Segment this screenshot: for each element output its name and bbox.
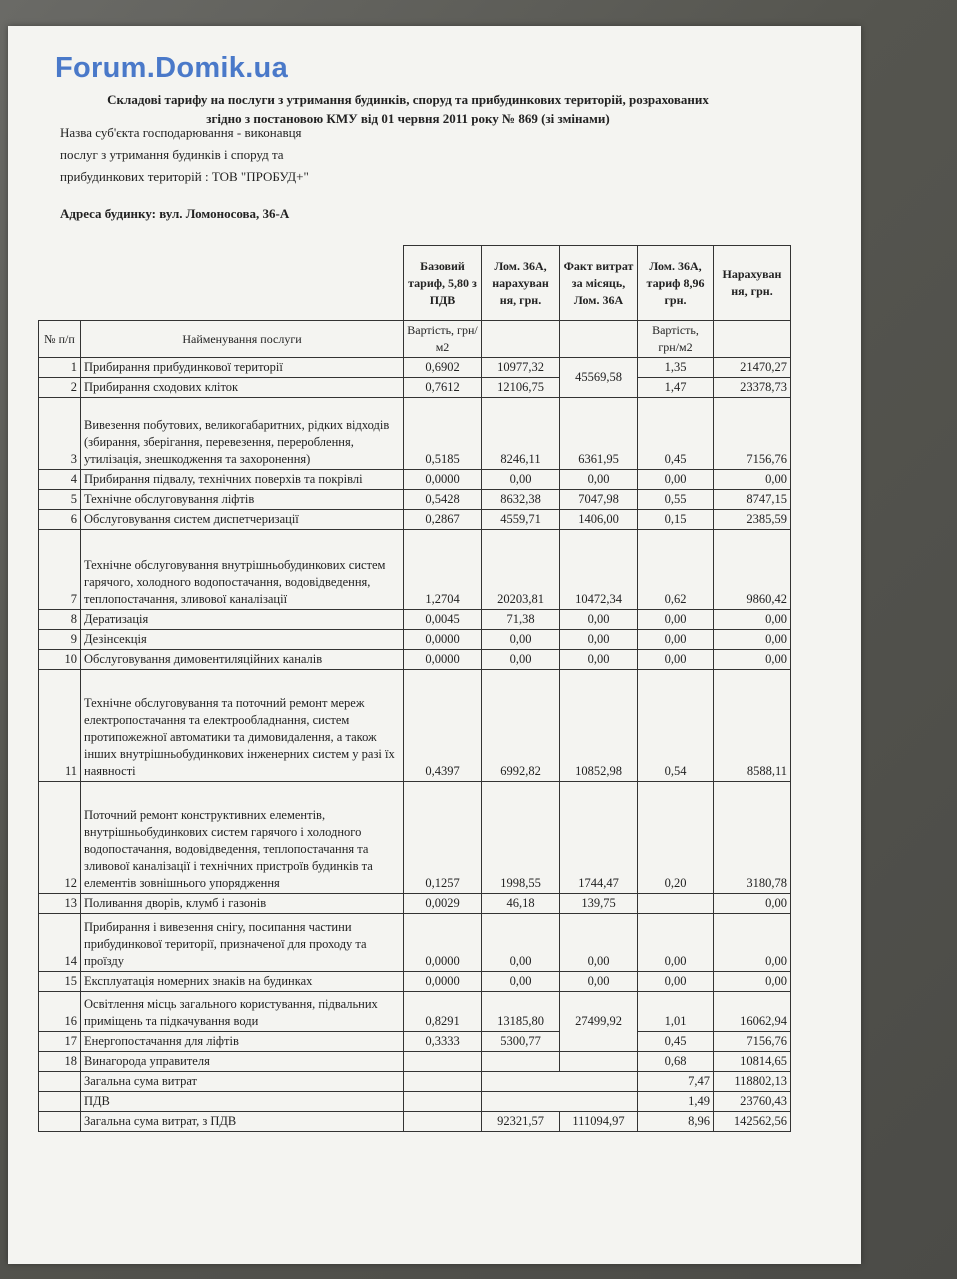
accrued-cell: 12106,75 [482, 378, 560, 398]
header-tariff-896: Лом. 36А, тариф 8,96 грн. [638, 246, 714, 321]
summary-accrued: 118802,13 [714, 1072, 791, 1092]
accrued-2-cell: 9860,42 [714, 530, 791, 610]
summary-tariff: 1,49 [638, 1092, 714, 1112]
row-number: 4 [39, 470, 81, 490]
summary-accrued: 23760,43 [714, 1092, 791, 1112]
accrued-2-cell: 0,00 [714, 650, 791, 670]
service-name: Поточний ремонт конструктивних елементів, внутрішньобудинкових систем гарячого і холодного водопостачання, водовідведення, теплопостачання та зливової каналізації і технічних пристроїв будинків та елементів зовнішнього упорядження [81, 782, 404, 894]
base-tariff-cell: 1,2704 [404, 530, 482, 610]
header-row [39, 246, 791, 321]
fact-cell: 1406,00 [560, 510, 638, 530]
accrued-2-cell: 0,00 [714, 894, 791, 914]
service-name: Дезінсекція [81, 630, 404, 650]
accrued-2-cell: 21470,27 [714, 358, 791, 378]
base-tariff-cell: 0,0000 [404, 470, 482, 490]
header-cost-1: Вартість, грн/м2 [404, 321, 482, 358]
service-name: Прибирання прибудинкової території [81, 358, 404, 378]
table-row [39, 1032, 791, 1052]
table-row [39, 782, 791, 894]
accrued-cell: 71,38 [482, 610, 560, 630]
table-row [39, 630, 791, 650]
fact-cell: 27499,92 [560, 992, 638, 1052]
watermark-logo: Forum.Domik.ua [55, 52, 288, 84]
total-row [39, 1072, 791, 1092]
title-line-2: згідно з постановою КМУ від 01 червня 2011 року № 869 (зі змінами) [206, 111, 610, 126]
accrued-cell: 0,00 [482, 972, 560, 992]
row-number: 12 [39, 782, 81, 894]
accrued-cell: 20203,81 [482, 530, 560, 610]
executor-line-1: Назва суб'єкта господарювання - виконавця [60, 125, 302, 140]
summary-label: Загальна сума витрат [81, 1072, 404, 1092]
accrued-2-cell: 8747,15 [714, 490, 791, 510]
title-line-1: Складові тарифу на послуги з утримання будинків, споруд та прибудинкових територій, розрахованих [107, 92, 709, 107]
tariff-cell: 0,68 [638, 1052, 714, 1072]
header-fact: Факт витрат за місяць, Лом. 36А [560, 246, 638, 321]
table-row [39, 530, 791, 610]
base-tariff-cell: 0,0000 [404, 914, 482, 972]
tariff-cell: 0,45 [638, 398, 714, 470]
executor-info [60, 122, 309, 188]
accrued-cell: 8632,38 [482, 490, 560, 510]
tariff-cell: 0,15 [638, 510, 714, 530]
accrued-cell: 0,00 [482, 650, 560, 670]
accrued-2-cell: 7156,76 [714, 398, 791, 470]
row-number: 7 [39, 530, 81, 610]
summary-acc: 92321,57 [482, 1112, 560, 1132]
row-number: 15 [39, 972, 81, 992]
fact-cell: 0,00 [560, 470, 638, 490]
service-name: Технічне обслуговування ліфтів [81, 490, 404, 510]
tariff-cell: 1,47 [638, 378, 714, 398]
service-name: Обслуговування систем диспетчеризації [81, 510, 404, 530]
table-row [39, 1052, 791, 1072]
base-tariff-cell: 0,6902 [404, 358, 482, 378]
accrued-2-cell: 10814,65 [714, 1052, 791, 1072]
row-number: 2 [39, 378, 81, 398]
row-number: 10 [39, 650, 81, 670]
table-row [39, 610, 791, 630]
summary-tariff: 8,96 [638, 1112, 714, 1132]
accrued-cell: 4559,71 [482, 510, 560, 530]
header-base-tariff: Базовий тариф, 5,80 з ПДВ [404, 246, 482, 321]
fact-cell: 10472,34 [560, 530, 638, 610]
table-row [39, 650, 791, 670]
row-number: 8 [39, 610, 81, 630]
tariff-table [38, 245, 791, 1132]
row-number: 1 [39, 358, 81, 378]
accrued-cell: 5300,77 [482, 1032, 560, 1052]
table-row [39, 378, 791, 398]
row-number: 3 [39, 398, 81, 470]
accrued-cell: 0,00 [482, 914, 560, 972]
tariff-cell: 0,00 [638, 630, 714, 650]
base-tariff-cell: 0,0000 [404, 972, 482, 992]
building-address: Адреса будинку: вул. Ломоносова, 36-А [60, 206, 290, 221]
summary-label: ПДВ [81, 1092, 404, 1112]
fact-cell: 0,00 [560, 972, 638, 992]
executor-line-3: прибудинкових територій : ТОВ "ПРОБУД+" [60, 169, 309, 184]
fact-cell: 0,00 [560, 650, 638, 670]
service-name: Прибирання і вивезення снігу, посипання частини прибудинкової території, призначеної для проходу та проїзду [81, 914, 404, 972]
table-row [39, 972, 791, 992]
executor-line-2: послуг з утримання будинків і споруд та [60, 147, 284, 162]
accrued-2-cell: 16062,94 [714, 992, 791, 1032]
header-accrued-2: Нарахуван ня, грн. [714, 246, 791, 321]
base-tariff-cell: 0,4397 [404, 670, 482, 782]
tariff-cell: 0,54 [638, 670, 714, 782]
total-vat-row [39, 1112, 791, 1132]
accrued-cell: 46,18 [482, 894, 560, 914]
accrued-2-cell: 7156,76 [714, 1032, 791, 1052]
fact-cell: 45569,58 [560, 358, 638, 398]
table-row [39, 894, 791, 914]
fact-cell: 10852,98 [560, 670, 638, 782]
table-row [39, 398, 791, 470]
table-row [39, 490, 791, 510]
base-tariff-cell: 0,0029 [404, 894, 482, 914]
accrued-2-cell: 0,00 [714, 470, 791, 490]
service-name: Технічне обслуговування внутрішньобудинкових систем гарячого, холодного водопостачання, водовідведення, теплопостачання, зливової каналізації [81, 530, 404, 610]
tariff-cell: 0,00 [638, 914, 714, 972]
tariff-cell: 1,35 [638, 358, 714, 378]
summary-fact: 111094,97 [560, 1112, 638, 1132]
base-tariff-cell: 0,5428 [404, 490, 482, 510]
fact-cell: 139,75 [560, 894, 638, 914]
service-name: Дератизація [81, 610, 404, 630]
accrued-cell: 1998,55 [482, 782, 560, 894]
base-tariff-cell: 0,3333 [404, 1032, 482, 1052]
base-tariff-cell [404, 1052, 482, 1072]
tariff-cell: 0,00 [638, 972, 714, 992]
row-number: 13 [39, 894, 81, 914]
base-tariff-cell: 0,0000 [404, 650, 482, 670]
tariff-cell: 0,62 [638, 530, 714, 610]
table-row [39, 470, 791, 490]
accrued-2-cell: 2385,59 [714, 510, 791, 530]
accrued-cell [482, 1052, 560, 1072]
fact-cell: 7047,98 [560, 490, 638, 510]
accrued-2-cell: 0,00 [714, 972, 791, 992]
row-number: 9 [39, 630, 81, 650]
row-number: 5 [39, 490, 81, 510]
service-name: Вивезення побутових, великогабаритних, рідких відходів (збирання, зберігання, перевезення, перероблення, утилізація, знешкодження та захоронення) [81, 398, 404, 470]
service-name: Поливання дворів, клумб і газонів [81, 894, 404, 914]
tariff-cell: 0,00 [638, 470, 714, 490]
fact-cell: 1744,47 [560, 782, 638, 894]
table-row [39, 992, 791, 1032]
service-name: Прибирання сходових кліток [81, 378, 404, 398]
service-name: Технічне обслуговування та поточний ремонт мереж електропостачання та електрообладнання, систем протипожежної автоматики та димовидалення, а також інших внутрішньобудинкових інженерних систем у разі їх наявності [81, 670, 404, 782]
row-number: 17 [39, 1032, 81, 1052]
summary-tariff: 7,47 [638, 1072, 714, 1092]
accrued-2-cell: 23378,73 [714, 378, 791, 398]
base-tariff-cell: 0,2867 [404, 510, 482, 530]
summary-accrued: 142562,56 [714, 1112, 791, 1132]
base-tariff-cell: 0,8291 [404, 992, 482, 1032]
fact-cell: 6361,95 [560, 398, 638, 470]
accrued-2-cell: 0,00 [714, 914, 791, 972]
table-row [39, 670, 791, 782]
fact-cell: 0,00 [560, 610, 638, 630]
table-row [39, 510, 791, 530]
tariff-cell: 0,55 [638, 490, 714, 510]
service-name: Прибирання підвалу, технічних поверхів та покрівлі [81, 470, 404, 490]
table-row [39, 358, 791, 378]
tariff-cell: 0,00 [638, 610, 714, 630]
fact-cell: 0,00 [560, 630, 638, 650]
accrued-2-cell: 3180,78 [714, 782, 791, 894]
tariff-cell: 1,01 [638, 992, 714, 1032]
table-row [39, 914, 791, 972]
base-tariff-cell: 0,1257 [404, 782, 482, 894]
header-accrued: Лом. 36А, нарахуван ня, грн. [482, 246, 560, 321]
accrued-2-cell: 8588,11 [714, 670, 791, 782]
accrued-cell: 0,00 [482, 630, 560, 650]
row-number: 6 [39, 510, 81, 530]
tariff-cell: 0,00 [638, 650, 714, 670]
vat-row [39, 1092, 791, 1112]
service-name: Енергопостачання для ліфтів [81, 1032, 404, 1052]
accrued-2-cell: 0,00 [714, 610, 791, 630]
service-name: Обслуговування димовентиляційних каналів [81, 650, 404, 670]
accrued-cell: 13185,80 [482, 992, 560, 1032]
summary-label: Загальна сума витрат, з ПДВ [81, 1112, 404, 1132]
row-number: 18 [39, 1052, 81, 1072]
accrued-2-cell: 0,00 [714, 630, 791, 650]
accrued-cell: 0,00 [482, 470, 560, 490]
tariff-cell [638, 894, 714, 914]
subheader-row [39, 321, 791, 358]
accrued-cell: 10977,32 [482, 358, 560, 378]
header-num: № п/п [39, 321, 81, 358]
fact-cell: 0,00 [560, 914, 638, 972]
base-tariff-cell: 0,0000 [404, 630, 482, 650]
tariff-cell: 0,45 [638, 1032, 714, 1052]
service-name: Експлуатація номерних знаків на будинках [81, 972, 404, 992]
service-name: Винагорода управителя [81, 1052, 404, 1072]
base-tariff-cell: 0,7612 [404, 378, 482, 398]
base-tariff-cell: 0,5185 [404, 398, 482, 470]
header-cost-2: Вартість, грн/м2 [638, 321, 714, 358]
service-name: Освітлення місць загального користування, підвальних приміщень та підкачування води [81, 992, 404, 1032]
fact-cell [560, 1052, 638, 1072]
accrued-cell: 6992,82 [482, 670, 560, 782]
row-number: 11 [39, 670, 81, 782]
tariff-cell: 0,20 [638, 782, 714, 894]
row-number: 14 [39, 914, 81, 972]
accrued-cell: 8246,11 [482, 398, 560, 470]
row-number: 16 [39, 992, 81, 1032]
base-tariff-cell: 0,0045 [404, 610, 482, 630]
header-name: Найменування послуги [81, 321, 404, 358]
